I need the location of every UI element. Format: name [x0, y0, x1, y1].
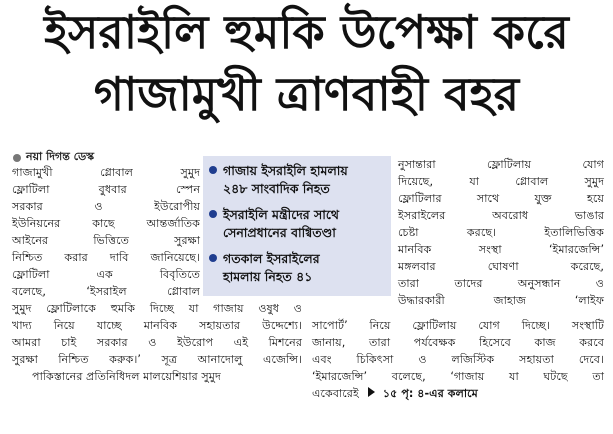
- text-line: এবং চিকিৎসা ও লজিস্টিক সহায়তা দেবে।: [312, 353, 604, 366]
- text-line: নুসান্তারা ফ্লোটিলায় যোগ: [398, 158, 604, 171]
- column-right: [398, 156, 604, 309]
- highlight-box: [203, 156, 391, 296]
- text-line: সুমুদ ফ্লোটিলাকে হুমকি দিচ্ছে যা গাজায় ওষুধ ও: [12, 302, 302, 315]
- bullet-dot-icon: [13, 154, 21, 162]
- text-line: সুরক্ষা নিশ্চিত করুক।’ সূত্র আনাদোলু এজেন্সি।: [12, 353, 302, 366]
- text-line: ‘ইমারজেন্সি’ বলেছে, ‘গাজায় যা ঘটছে তা: [312, 370, 604, 383]
- text-line-end: একেবারেই: [312, 387, 359, 400]
- headline-line-2: গাজামুখী ত্রাণবাহী বহর: [93, 67, 520, 121]
- column-bottom-left: [12, 300, 302, 385]
- text-line: পাকিস্তানের প্রতিনিধিদল মালয়েশিয়ার সুমুদ: [32, 370, 221, 383]
- text-line: আইনের ভিত্তিতে সুরক্ষা: [12, 234, 200, 247]
- highlight-item: [211, 250, 387, 286]
- text-line: ফ্লোটিলার সাথে যুক্ত হয়ে: [398, 192, 604, 205]
- highlight-line: গতকাল ইসরাইলের: [223, 251, 320, 266]
- dateline-text: নয়া দিগন্ত ডেস্ক: [26, 150, 95, 163]
- highlight-line: সেনাপ্রধানের বাগ্বিতণ্ডা: [223, 225, 336, 240]
- highlight-item: [211, 162, 387, 198]
- text-line: ইসরাইলের অবরোধ ভাঙার: [398, 209, 604, 222]
- text-line: মানবিক সংস্থা ‘ইমারজেন্সি’: [398, 243, 604, 256]
- text-line: ইউনিয়নের কাছে আন্তর্জাতিক: [12, 217, 200, 230]
- text-line: জানায়, তারা পর্যবেক্ষক হিসেবে কাজ করবে: [312, 336, 604, 349]
- text-line: দিয়েছে, যা গ্লোবাল সুমুদ: [398, 175, 604, 188]
- text-line: মঙ্গলবার ঘোষণা করেছে,: [398, 260, 604, 273]
- text-line: উদ্ধারকারী জাহাজ ‘লাইফ: [398, 294, 604, 307]
- text-line: আমরা চাই সরকার ও ইউরোপ এই মিশনের: [12, 336, 302, 349]
- column-left: [12, 164, 200, 300]
- text-line: ফ্লোটিলা বুধবার স্পেন: [12, 183, 200, 196]
- column-bottom-right: [312, 317, 604, 402]
- bullet-icon: [209, 254, 217, 262]
- text-line: নিশ্চিত করার দাবি জানিয়েছে।: [12, 251, 200, 264]
- text-line: গাজামুখী গ্লোবাল সুমুদ: [12, 166, 200, 179]
- headline-line-1: ইসরাইলি হুমকি উপেক্ষা করে: [44, 5, 569, 59]
- bullet-icon: [209, 210, 217, 218]
- text-line: সাপোর্ট’ নিয়ে ফ্লোটিলায় যোগ দিচ্ছে। সংস্থাটি: [312, 319, 604, 332]
- text-line: তারা তাদের অনুসন্ধান ও: [398, 277, 604, 290]
- text-line: [312, 385, 604, 402]
- continue-arrow-icon: [368, 387, 375, 397]
- highlight-item: [211, 206, 387, 242]
- highlight-line: গাজায় ইসরাইলি হামলায়: [223, 163, 348, 178]
- text-line: বলেছে, ‘ইসরাইল গ্লোবাল: [12, 285, 200, 298]
- highlight-line: ইসরাইলি মন্ত্রীদের সাথে: [223, 207, 340, 222]
- highlight-line: হামলায় নিহত ৪১: [223, 269, 313, 284]
- highlight-line: ২৪৮ সাংবাদিক নিহত: [223, 181, 330, 196]
- text-line: সরকার ও ইউরোপীয়: [12, 200, 200, 213]
- text-line: চেষ্টা করছে। ইতালিভিত্তিক: [398, 226, 604, 239]
- bullet-icon: [209, 166, 217, 174]
- continuation-jump[interactable]: ১৫ পৃ: ৪-এর কলামে: [382, 387, 478, 400]
- text-line: খাদ্য নিয়ে যাচ্ছে মানবিক সহায়তার উদ্দেশ্যে।: [12, 319, 302, 332]
- text-line: ফ্লোটিলা এক বিবৃতিতে: [12, 268, 200, 281]
